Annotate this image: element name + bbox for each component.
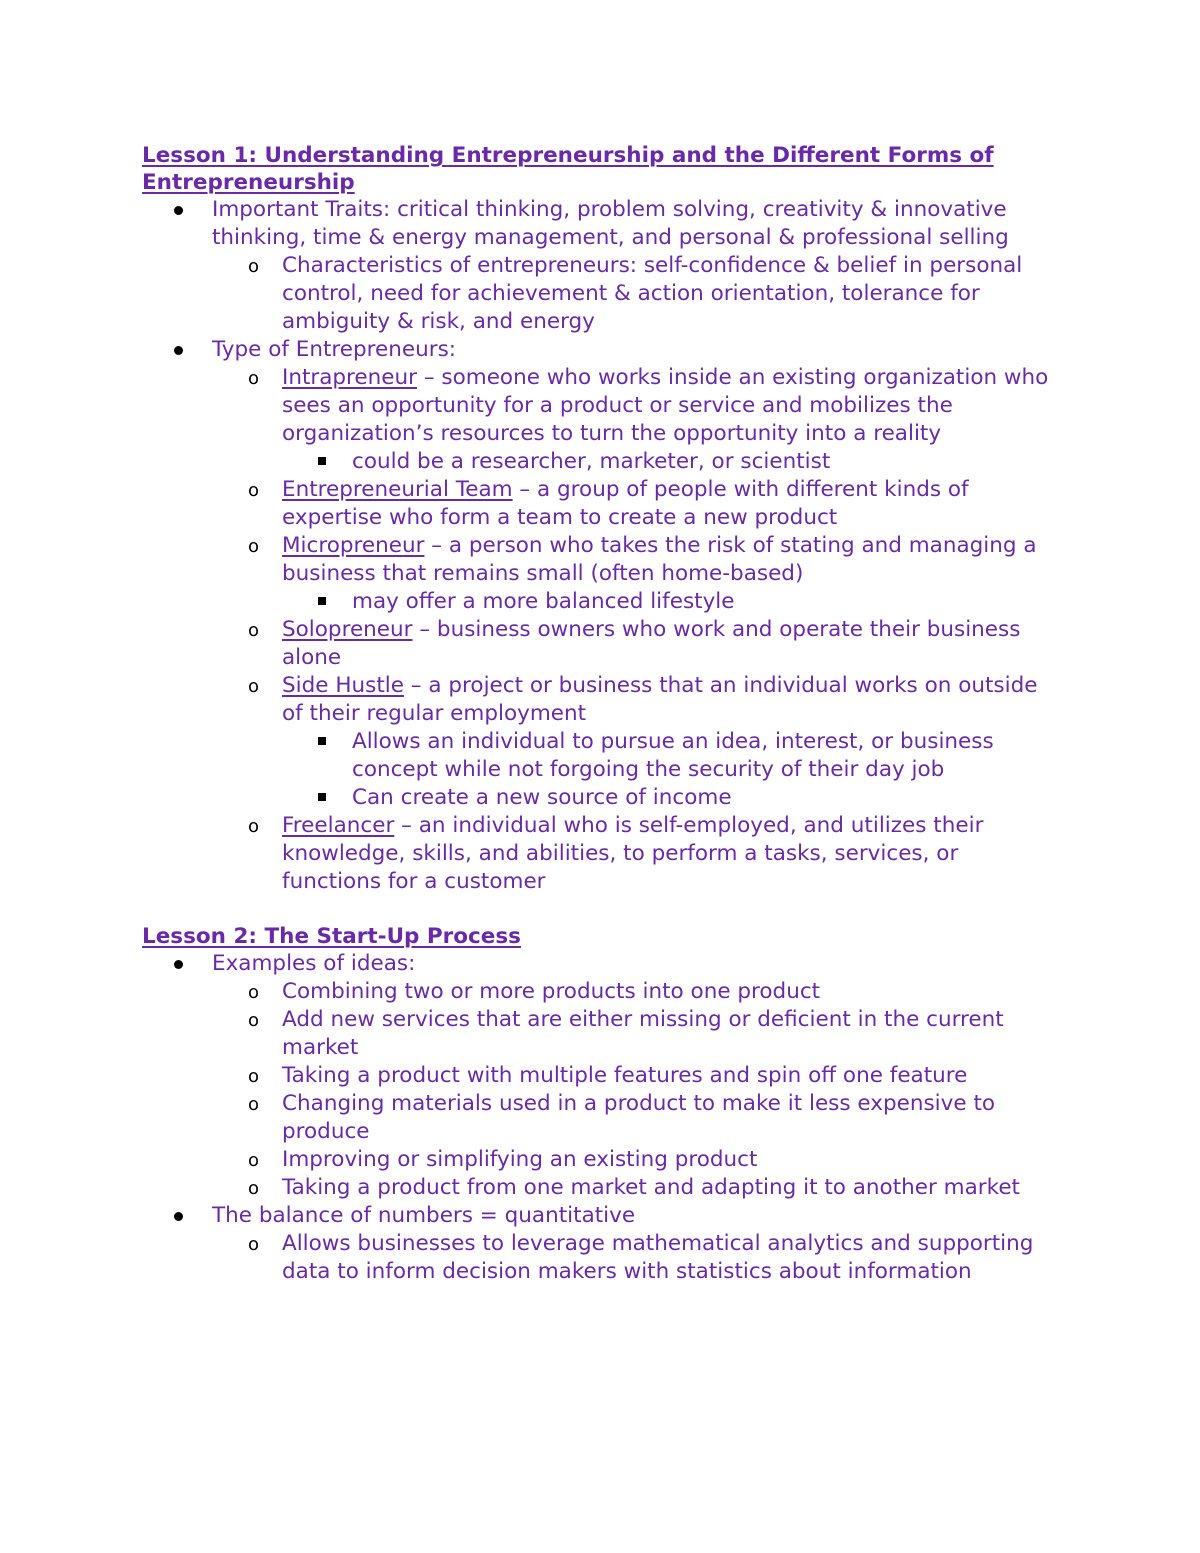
lesson2-heading: Lesson 2: The Start-Up Process — [142, 924, 521, 949]
bullet-circle-icon: o — [248, 256, 260, 277]
type-definition: – a group of people with different kinds of expertise who form a team to create a new product — [282, 477, 969, 530]
bullet-dot-icon — [172, 336, 186, 364]
type-definition: – business owners who work and operate their business alone — [282, 617, 1021, 670]
bullet-circle-icon: o — [248, 1234, 260, 1255]
lesson1-heading: Lesson 1: Understanding Entrepreneurship and the Different Forms of Entrepreneurship — [142, 143, 994, 195]
balance-text: Allows businesses to leverage mathematical analytics and supporting data to inform decision makers with statistics about information — [282, 1231, 1034, 1284]
example-item — [212, 978, 1062, 1006]
examples-label: Examples of ideas: — [212, 951, 416, 976]
type-item-solopreneur — [212, 616, 1062, 672]
bullet-circle-icon: o — [248, 1178, 260, 1199]
bullet-circle-icon: o — [248, 1094, 260, 1115]
example-item — [212, 1090, 1062, 1146]
example-item — [212, 1146, 1062, 1174]
example-text: Improving or simplifying an existing product — [282, 1147, 758, 1172]
bullet-circle-icon: o — [248, 1010, 260, 1031]
type-notes — [282, 588, 1062, 616]
bullet-circle-icon: o — [248, 1150, 260, 1171]
type-item-entrepreneurial-team — [212, 476, 1062, 532]
example-text: Combining two or more products into one product — [282, 979, 821, 1004]
list-item-types — [142, 336, 1062, 896]
bullet-dot-icon — [172, 196, 186, 224]
type-term: Intrapreneur — [282, 365, 417, 390]
characteristics-text: Characteristics of entrepreneurs: self-confidence & belief in personal control, need for achievement & action orientation, tolerance for ambiguity & risk, and energy — [282, 253, 1023, 334]
balance-sublist — [212, 1230, 1062, 1286]
type-definition: – a project or business that an individual works on outside of their regular employment — [282, 673, 1038, 726]
type-item-side-hustle — [212, 672, 1062, 812]
list-item-characteristics — [212, 252, 1062, 336]
list-item-balance — [142, 1202, 1062, 1286]
bullet-square-icon — [318, 728, 332, 756]
traits-text: Important Traits: critical thinking, problem solving, creativity & innovative thinking, time & energy management, and personal & professional selling — [212, 197, 1009, 250]
list-item-examples — [142, 950, 1062, 1202]
example-text: Taking a product with multiple features and spin off one feature — [282, 1063, 968, 1088]
type-note-text: Can create a new source of income — [352, 785, 732, 810]
type-item-micropreneur — [212, 532, 1062, 616]
example-text: Add new services that are either missing or deficient in the current market — [282, 1007, 1004, 1060]
type-term: Entrepreneurial Team — [282, 477, 513, 502]
bullet-circle-icon: o — [248, 1066, 260, 1087]
bullet-circle-icon: o — [248, 536, 260, 557]
example-item — [212, 1006, 1062, 1062]
bullet-circle-icon: o — [248, 620, 260, 641]
balance-item — [212, 1230, 1062, 1286]
type-term: Solopreneur — [282, 617, 413, 642]
bullet-circle-icon: o — [248, 816, 260, 837]
bullet-dot-icon — [172, 950, 186, 978]
example-item — [212, 1062, 1062, 1090]
types-label: Type of Entrepreneurs: — [212, 337, 457, 362]
bullet-square-icon — [318, 784, 332, 812]
type-definition: – a person who takes the risk of stating and managing a business that remains small (often home-based) — [282, 533, 1037, 586]
traits-sublist — [212, 252, 1062, 336]
type-notes — [282, 448, 1062, 476]
bullet-square-icon — [318, 588, 332, 616]
lesson1-list — [142, 196, 1062, 896]
type-note — [282, 784, 1062, 812]
type-note-text: could be a researcher, marketer, or scientist — [352, 449, 831, 474]
type-term: Side Hustle — [282, 673, 404, 698]
type-term: Freelancer — [282, 813, 395, 838]
example-text: Changing materials used in a product to make it less expensive to produce — [282, 1091, 996, 1144]
list-item-traits — [142, 196, 1062, 336]
document-body — [142, 142, 1062, 1286]
balance-label: The balance of numbers = quantitative — [212, 1203, 636, 1228]
bullet-dot-icon — [172, 1202, 186, 1230]
lesson2-list — [142, 950, 1062, 1286]
bullet-square-icon — [318, 448, 332, 476]
type-definition: – someone who works inside an existing organization who sees an opportunity for a product or service and mobilizes the organization’s resources to turn the opportunity into a reality — [282, 365, 1049, 446]
bullet-circle-icon: o — [248, 480, 260, 501]
type-term: Micropreneur — [282, 533, 425, 558]
type-item-freelancer — [212, 812, 1062, 896]
bullet-circle-icon: o — [248, 368, 260, 389]
example-text: Taking a product from one market and adapting it to another market — [282, 1175, 1020, 1200]
type-note-text: may offer a more balanced lifestyle — [352, 589, 735, 614]
bullet-circle-icon: o — [248, 676, 260, 697]
example-item — [212, 1174, 1062, 1202]
bullet-circle-icon: o — [248, 982, 260, 1003]
examples-sublist — [212, 978, 1062, 1202]
type-note — [282, 588, 1062, 616]
types-sublist — [212, 364, 1062, 896]
type-definition: – an individual who is self-employed, and utilizes their knowledge, skills, and abilities, to perform a tasks, services, or functions for a customer — [282, 813, 984, 894]
type-item-intrapreneur — [212, 364, 1062, 476]
type-note — [282, 728, 1062, 784]
type-note-text: Allows an individual to pursue an idea, interest, or business concept while not forgoing the security of their day job — [352, 729, 994, 782]
type-note — [282, 448, 1062, 476]
type-notes — [282, 728, 1062, 812]
